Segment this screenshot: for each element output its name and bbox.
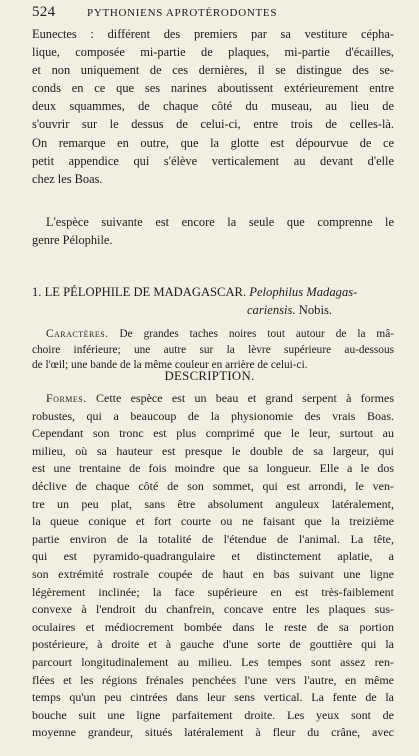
text-line: flées et les régions frénales penchées l'une vers l'autre, en même xyxy=(32,672,394,687)
species-title-italic-2: cariensis. xyxy=(246,303,296,317)
text-line: qui est pyramido-quadrangulaire et distinctement aplatie, a xyxy=(32,549,394,564)
species-title-author: Nobis. xyxy=(298,303,332,317)
description-heading: DESCRIPTION. xyxy=(164,369,255,383)
text-line: postérieure, à droite et à gauche d'une sorte de gouttière qui la xyxy=(32,637,394,652)
text-line: convexe à l'endroit du chanfrein, concave entre les plaques sus- xyxy=(32,602,394,617)
paragraph-caracteres xyxy=(32,327,394,374)
text-line: deux squammes, de chaque côté du museau, au lieu de xyxy=(32,99,394,114)
text-line: chez les Boas. xyxy=(32,171,103,186)
text-line: déclive de chaque côté de son sommet, qui est arrondi, le ven- xyxy=(32,478,394,493)
text-line: son extrémité rostrale coupée de haut en bas suivant une ligne xyxy=(32,566,394,581)
text-line: partie environ de la totalité de l'étendue de l'animal. La tête, xyxy=(32,531,394,546)
page-header xyxy=(32,2,402,24)
text-line xyxy=(32,390,394,408)
text-line: parcourt longitudinalement au milieu. Les tempes sont assez ren- xyxy=(32,654,394,669)
paragraph-genus-note xyxy=(32,213,394,249)
text-line xyxy=(32,327,394,343)
paragraph-eunectes-comparison xyxy=(32,25,394,188)
caracteres-label: Caractères. xyxy=(46,328,109,340)
text-line: oculaires et médiocrement bombée dans le reste de sa portion xyxy=(32,619,394,634)
formes-text: Cette espèce est un beau et grand serpent à formes xyxy=(86,391,394,405)
text-line: choire inférieure; une autre sur la lèvre supérieure au-dessous xyxy=(32,343,394,356)
formes-label: Formes. xyxy=(46,391,87,405)
text-line: bouche suit une ligne parfaitement droite. Les yeux sont de xyxy=(32,707,394,722)
running-head: PYTHONIENS APROTÉRODONTES xyxy=(87,7,278,19)
species-title-italic-1: Pelophilus Madagas- xyxy=(249,285,358,299)
text-line: et non uniquement de ces dernières, il se distingue des se- xyxy=(32,63,394,78)
species-title-line-1 xyxy=(32,283,394,301)
text-line: est une trentaine de fois moindre que sa longueur. Elle a le dos xyxy=(32,461,394,476)
text-line: temps qu'un peu cintrées dans leur sens vertical. La fente de la xyxy=(32,690,394,705)
text-line: Eunectes : différent des premiers par sa vestiture cépha- xyxy=(32,27,394,41)
text-line: robustes, qui a beaucoup de la physionomie des vrais Boas. xyxy=(32,408,394,423)
text-line: la queue conique et fort courte ou ne faisant que la treizième xyxy=(32,514,394,529)
text-line: Cependant son tronc est plus comprimé que le leur, surtout au xyxy=(32,426,394,441)
paragraph-formes xyxy=(32,390,394,742)
page-number: 524 xyxy=(32,4,56,20)
caracteres-text: De grandes taches noires tout autour de la mâ- xyxy=(108,328,394,340)
text-line: tre un peu plat, sans être absolument anguleux latéralement, xyxy=(32,496,394,511)
text-line: s'ouvrir sur le dessus de celui-ci, entre trois de celles-là. xyxy=(32,117,394,132)
species-title-line-2 xyxy=(32,301,394,319)
text-line: légèrement inclinée; la face supérieure en est très-faiblement xyxy=(32,584,394,599)
species-title-roman: 1. LE PÉLOPHILE DE MADAGASCAR. xyxy=(32,285,247,299)
text-line: milieu, où sa hauteur est presque le double de sa largeur, qui xyxy=(32,443,394,458)
text-line: L'espèce suivante est encore la seule que comprenne le xyxy=(46,215,394,229)
text-line: de l'œil; une bande de la même couleur en arrière de celui-ci. xyxy=(32,359,308,372)
text-line: moyenne grandeur, situés latéralement à fleur du crâne, avec xyxy=(32,725,394,740)
text-line: lique, composée mi-partie de plaques, mi-partie d'écailles, xyxy=(32,45,394,60)
text-line: On remarque en outre, que la glotte est dépourvue de ce xyxy=(32,135,394,150)
text-line: petit appendice qui s'élève verticalement au devant d'elle xyxy=(32,153,394,168)
text-line: conds en ce que ses narines aboutissent extérieurement entre xyxy=(32,81,394,96)
species-title xyxy=(32,283,394,319)
text-line: genre Pélophile. xyxy=(32,233,113,248)
